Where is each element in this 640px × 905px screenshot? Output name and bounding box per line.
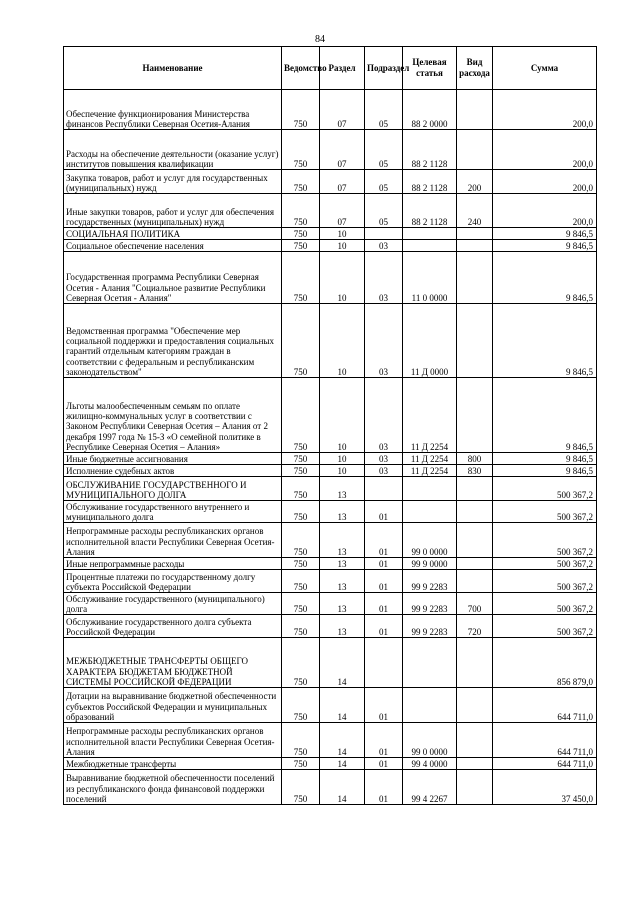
row-subsection: 05: [365, 90, 403, 130]
row-subsection: [365, 638, 403, 688]
row-ministry: 750: [282, 240, 320, 252]
table-row: [64, 570, 597, 593]
row-ministry: 750: [282, 615, 320, 638]
row-expense-type: 200: [457, 170, 493, 194]
row-subsection: 01: [365, 770, 403, 805]
row-name: Непрограммные расходы республиканских органов исполнительной власти Республики Северная Осетия-Алания: [64, 523, 282, 558]
row-sum: 200,0: [493, 90, 597, 130]
row-ministry: 750: [282, 378, 320, 453]
row-subsection: [365, 477, 403, 501]
row-target: 99 0 0000: [403, 523, 457, 558]
table-row: [64, 304, 597, 378]
row-expense-type: [457, 558, 493, 570]
row-ministry: 750: [282, 758, 320, 770]
row-target: 99 9 2283: [403, 615, 457, 638]
row-sum: 500 367,2: [493, 558, 597, 570]
row-section: 07: [320, 170, 365, 194]
row-expense-type: [457, 638, 493, 688]
row-sum: 9 846,5: [493, 228, 597, 240]
row-ministry: 750: [282, 130, 320, 170]
row-expense-type: [457, 252, 493, 304]
row-name: Обслуживание государственного внутреннего и муниципального долга: [64, 501, 282, 523]
row-section: 10: [320, 252, 365, 304]
row-expense-type: [457, 477, 493, 501]
row-name: Обеспечение функционирования Министерства финансов Республики Северная Осетия-Алания: [64, 90, 282, 130]
row-expense-type: [457, 570, 493, 593]
row-section: 07: [320, 194, 365, 228]
row-expense-type: [457, 130, 493, 170]
row-ministry: 750: [282, 252, 320, 304]
row-name: Обслуживание государственного (муниципального) долга: [64, 593, 282, 615]
row-sum: 644 711,0: [493, 688, 597, 723]
row-target: 11 Д 2254: [403, 453, 457, 465]
row-subsection: 01: [365, 723, 403, 758]
row-subsection: [365, 228, 403, 240]
row-subsection: 03: [365, 304, 403, 378]
row-target: 99 4 2267: [403, 770, 457, 805]
row-target: 88 2 0000: [403, 90, 457, 130]
row-sum: 200,0: [493, 130, 597, 170]
header-name: Наименование: [64, 47, 282, 90]
row-target: 11 Д 2254: [403, 378, 457, 453]
row-name: Закупка товаров, работ и услуг для государственных (муниципальных) нужд: [64, 170, 282, 194]
row-expense-type: [457, 501, 493, 523]
row-section: 07: [320, 90, 365, 130]
table-row: [64, 252, 597, 304]
row-ministry: 750: [282, 477, 320, 501]
row-subsection: 01: [365, 688, 403, 723]
row-ministry: 750: [282, 558, 320, 570]
row-expense-type: [457, 304, 493, 378]
row-subsection: 01: [365, 501, 403, 523]
row-expense-type: 720: [457, 615, 493, 638]
row-name: Межбюджетные трансферты: [64, 758, 282, 770]
row-subsection: 01: [365, 615, 403, 638]
row-sum: 9 846,5: [493, 240, 597, 252]
row-target: [403, 638, 457, 688]
row-section: 10: [320, 465, 365, 477]
row-name: Ведомственная программа "Обеспечение мер социальной поддержки и предоставления социальных гарантий отдельным категориям граждан в соответствии с федеральным и республиканским законодательством": [64, 304, 282, 378]
row-subsection: 05: [365, 130, 403, 170]
header-sum: Сумма: [493, 47, 597, 90]
row-target: 11 0 0000: [403, 252, 457, 304]
row-ministry: 750: [282, 453, 320, 465]
row-name: Исполнение судебных актов: [64, 465, 282, 477]
row-target: [403, 501, 457, 523]
row-expense-type: 800: [457, 453, 493, 465]
row-subsection: 03: [365, 453, 403, 465]
row-ministry: 750: [282, 194, 320, 228]
row-target: 99 4 0000: [403, 758, 457, 770]
table-row: [64, 723, 597, 758]
table-row: [64, 638, 597, 688]
row-target: 99 9 2283: [403, 570, 457, 593]
table-row: [64, 228, 597, 240]
row-expense-type: [457, 523, 493, 558]
table-row: [64, 593, 597, 615]
row-subsection: 03: [365, 240, 403, 252]
row-section: 14: [320, 723, 365, 758]
table-row: [64, 523, 597, 558]
row-section: 13: [320, 593, 365, 615]
row-expense-type: 240: [457, 194, 493, 228]
row-section: 13: [320, 615, 365, 638]
row-sum: 500 367,2: [493, 501, 597, 523]
row-target: [403, 477, 457, 501]
row-sum: 9 846,5: [493, 453, 597, 465]
row-name: Дотации на выравнивание бюджетной обеспеченности субъектов Российской Федерации и муниципальных образований: [64, 688, 282, 723]
row-expense-type: [457, 90, 493, 130]
header-subsection: Подраздел: [365, 47, 403, 90]
row-section: 14: [320, 770, 365, 805]
table-row: [64, 770, 597, 805]
table-row: [64, 688, 597, 723]
row-target: [403, 228, 457, 240]
row-section: 14: [320, 758, 365, 770]
table-header-row: [64, 47, 597, 90]
table-body: [64, 90, 597, 805]
row-section: 14: [320, 638, 365, 688]
row-expense-type: [457, 688, 493, 723]
row-expense-type: [457, 770, 493, 805]
row-target: 88 2 1128: [403, 194, 457, 228]
header-target: Целевая статья: [403, 47, 457, 90]
row-section: 14: [320, 688, 365, 723]
row-sum: 200,0: [493, 170, 597, 194]
row-name: Иные бюджетные ассигнования: [64, 453, 282, 465]
row-name: СОЦИАЛЬНАЯ ПОЛИТИКА: [64, 228, 282, 240]
row-target: 99 9 0000: [403, 558, 457, 570]
row-section: 13: [320, 501, 365, 523]
row-ministry: 750: [282, 593, 320, 615]
row-name: ОБСЛУЖИВАНИЕ ГОСУДАРСТВЕННОГО И МУНИЦИПАЛЬНОГО ДОЛГА: [64, 477, 282, 501]
row-name: Обслуживание государственного долга субъекта Российской Федерации: [64, 615, 282, 638]
row-ministry: 750: [282, 170, 320, 194]
row-section: 13: [320, 523, 365, 558]
row-expense-type: [457, 758, 493, 770]
row-target: 88 2 1128: [403, 170, 457, 194]
row-ministry: 750: [282, 770, 320, 805]
page-number: 84: [315, 34, 325, 45]
row-target: 11 Д 0000: [403, 304, 457, 378]
row-subsection: 03: [365, 465, 403, 477]
row-ministry: 750: [282, 304, 320, 378]
row-ministry: 750: [282, 723, 320, 758]
row-expense-type: [457, 228, 493, 240]
row-target: 99 9 2283: [403, 593, 457, 615]
row-ministry: 750: [282, 90, 320, 130]
table-row: [64, 758, 597, 770]
row-section: 10: [320, 378, 365, 453]
row-name: Процентные платежи по государственному долгу субъекта Российской Федерации: [64, 570, 282, 593]
row-sum: 9 846,5: [493, 252, 597, 304]
row-sum: 500 367,2: [493, 523, 597, 558]
table-row: [64, 194, 597, 228]
row-expense-type: 830: [457, 465, 493, 477]
row-sum: 9 846,5: [493, 304, 597, 378]
row-sum: 9 846,5: [493, 465, 597, 477]
row-section: 10: [320, 240, 365, 252]
row-target: [403, 688, 457, 723]
row-name: Выравнивание бюджетной обеспеченности поселений из республиканского фонда финансовой поддержки поселений: [64, 770, 282, 805]
row-name: Государственная программа Республики Северная Осетия - Алания "Социальное развитие Республики Северная Осетия - Алания": [64, 252, 282, 304]
row-subsection: 01: [365, 758, 403, 770]
row-sum: 500 367,2: [493, 477, 597, 501]
table-row: [64, 501, 597, 523]
row-section: 13: [320, 558, 365, 570]
row-section: 07: [320, 130, 365, 170]
row-section: 10: [320, 228, 365, 240]
table-row: [64, 558, 597, 570]
row-ministry: 750: [282, 523, 320, 558]
row-ministry: 750: [282, 501, 320, 523]
row-expense-type: 700: [457, 593, 493, 615]
row-sum: 856 879,0: [493, 638, 597, 688]
row-section: 10: [320, 453, 365, 465]
row-subsection: 05: [365, 170, 403, 194]
row-sum: 644 711,0: [493, 758, 597, 770]
table-row: [64, 240, 597, 252]
row-subsection: 01: [365, 523, 403, 558]
row-subsection: 01: [365, 570, 403, 593]
table-row: [64, 615, 597, 638]
row-sum: 200,0: [493, 194, 597, 228]
row-ministry: 750: [282, 465, 320, 477]
row-sum: 9 846,5: [493, 378, 597, 453]
table-row: [64, 453, 597, 465]
row-section: 10: [320, 304, 365, 378]
row-target: 11 Д 2254: [403, 465, 457, 477]
table-row: [64, 90, 597, 130]
row-sum: 500 367,2: [493, 615, 597, 638]
row-ministry: 750: [282, 638, 320, 688]
row-sum: 500 367,2: [493, 570, 597, 593]
row-target: [403, 240, 457, 252]
table-row: [64, 465, 597, 477]
row-name: Расходы на обеспечение деятельности (оказание услуг) институтов повышения квалификации: [64, 130, 282, 170]
row-section: 13: [320, 477, 365, 501]
row-subsection: 03: [365, 252, 403, 304]
row-name: Иные закупки товаров, работ и услуг для обеспечения государственных (муниципальных) нужд: [64, 194, 282, 228]
row-target: 99 0 0000: [403, 723, 457, 758]
row-name: Льготы малообеспеченным семьям по оплате жилищно-коммунальных услуг в соответствии с Законом Республики Северная Осетия – Алания от 2 декабря 1997 года № 15-З «О семейной политике в Республике Северная Осетия – Алания»: [64, 378, 282, 453]
row-expense-type: [457, 723, 493, 758]
row-subsection: 05: [365, 194, 403, 228]
table-row: [64, 477, 597, 501]
table-row: [64, 170, 597, 194]
row-subsection: 03: [365, 378, 403, 453]
header-ministry: Ведомство: [282, 47, 320, 90]
row-name: Непрограммные расходы республиканских органов исполнительной власти Республики Северная Осетия-Алания: [64, 723, 282, 758]
row-sum: 37 450,0: [493, 770, 597, 805]
header-expense-type: Вид расхода: [457, 47, 493, 90]
row-expense-type: [457, 378, 493, 453]
header-section: Раздел: [320, 47, 365, 90]
row-sum: 644 711,0: [493, 723, 597, 758]
row-name: Иные непрограммные расходы: [64, 558, 282, 570]
row-target: 88 2 1128: [403, 130, 457, 170]
row-ministry: 750: [282, 228, 320, 240]
row-sum: 500 367,2: [493, 593, 597, 615]
table-row: [64, 378, 597, 453]
row-subsection: 01: [365, 593, 403, 615]
row-ministry: 750: [282, 570, 320, 593]
row-expense-type: [457, 240, 493, 252]
row-name: МЕЖБЮДЖЕТНЫЕ ТРАНСФЕРТЫ ОБЩЕГО ХАРАКТЕРА БЮДЖЕТАМ БЮДЖЕТНОЙ СИСТЕМЫ РОССИЙСКОЙ ФЕДЕРАЦИИ: [64, 638, 282, 688]
row-section: 13: [320, 570, 365, 593]
row-subsection: 01: [365, 558, 403, 570]
row-ministry: 750: [282, 688, 320, 723]
budget-table: [63, 46, 597, 805]
row-name: Социальное обеспечение населения: [64, 240, 282, 252]
table-row: [64, 130, 597, 170]
